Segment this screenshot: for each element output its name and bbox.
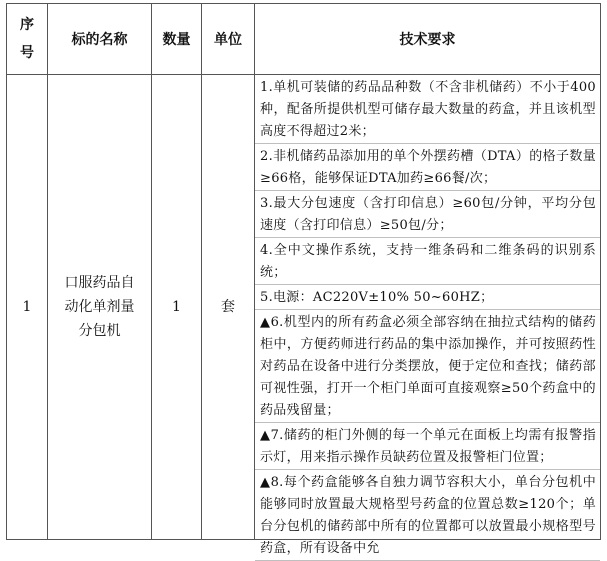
requirement-item <box>255 238 600 285</box>
requirement-text: 6.机型内的所有药盒必须全部容纳在抽拉式结构的储药柜中，方便药师进行药品的集中添加操作，并可按照药性对药品在设备中进行分类摆放，便于定位和查找；储药部可视性强，打开一个柜门单面可直接观察≥50个药盒中的药品残留量； <box>260 315 596 418</box>
header-quantity: 数量 <box>152 4 202 75</box>
header-serial-no-line1: 序 <box>20 17 34 33</box>
requirement-text: 2.非机储药品添加用的单个外摆药槽（DTA）的格子数量≥66格，能够保证DTA加药≥66餐/次； <box>260 149 596 186</box>
spec-table <box>6 3 601 556</box>
item-name-line1: 口服药品自 <box>64 275 135 291</box>
requirement-text: 7.储药的柜门外侧的每一个单元在面板上均需有报警指示灯，用来指示操作员缺药位置及报警柜门位置； <box>260 428 596 465</box>
requirement-text: 3.最大分包速度（含打印信息）≥60包/分钟，平均分包速度（含打印信息）≥50包/分； <box>260 196 596 233</box>
triangle-mark-icon: ▲ <box>260 315 271 330</box>
requirement-item <box>255 423 600 470</box>
header-serial-no-line2: 号 <box>20 45 34 61</box>
serial-no-cell: 1 <box>7 75 48 540</box>
requirement-item <box>255 285 600 310</box>
item-name-line2: 动化单剂量 <box>64 299 135 315</box>
header-unit: 单位 <box>202 4 255 75</box>
requirement-text: 1.单机可装储的药品品种数（不含非机储药）不小于400种，配备所提供机型可储存最大数量的药盒，并且该机型高度不得超过2米； <box>260 80 596 139</box>
requirement-item <box>255 470 600 561</box>
table-header-row <box>7 4 601 75</box>
requirement-item <box>255 310 600 423</box>
requirement-item <box>255 191 600 238</box>
item-name-cell <box>48 75 152 540</box>
requirement-text: 5.电源：AC220V±10% 50~60HZ； <box>260 290 494 305</box>
triangle-mark-icon: ▲ <box>260 428 271 443</box>
requirements-cell <box>255 75 601 556</box>
quantity-cell: 1 <box>152 75 202 540</box>
requirement-item <box>255 75 600 144</box>
triangle-mark-icon: ▲ <box>260 475 271 490</box>
item-name-line3: 分包机 <box>78 323 121 339</box>
header-item-name: 标的名称 <box>48 4 152 75</box>
requirements-list <box>255 75 600 556</box>
header-technical-requirements: 技术要求 <box>255 4 601 75</box>
unit-cell: 套 <box>202 75 255 540</box>
requirement-text: 8.每个药盒能够各自独力调节容积大小，单台分包机中能够同时放置最大规格型号药盒的位置总数≥120个；单台分包机的储药部中所有的位置都可以放置最小规格型号药盒，所有设备中允 <box>260 475 596 556</box>
table-row <box>7 75 601 540</box>
header-serial-no <box>7 4 48 75</box>
requirement-text: 4.全中文操作系统，支持一维条码和二维条码的识别系统； <box>260 243 596 280</box>
requirement-item <box>255 144 600 191</box>
